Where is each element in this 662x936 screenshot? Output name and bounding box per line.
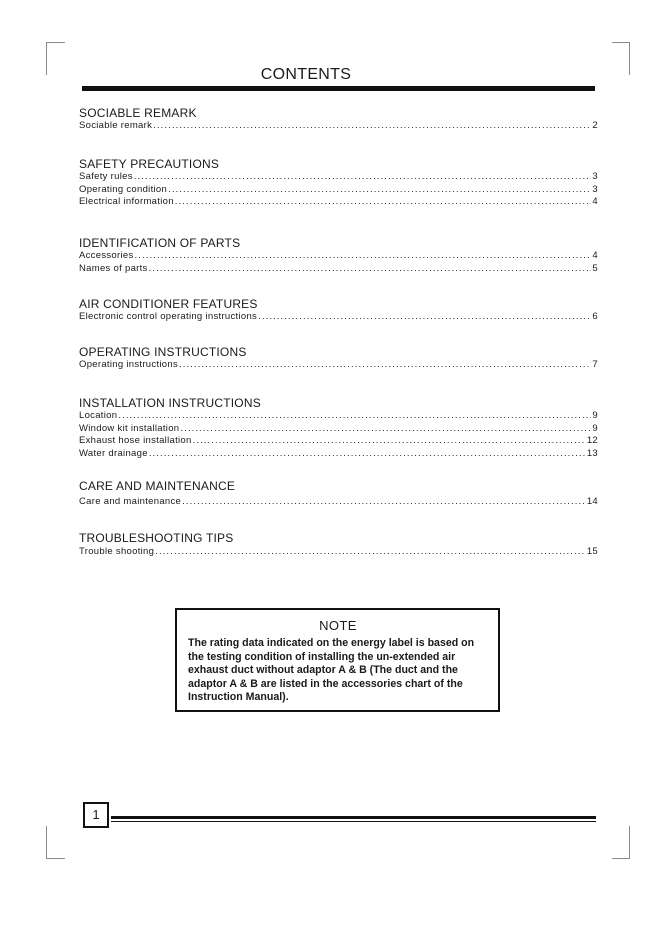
toc-section-safety-precautions (79, 157, 598, 209)
toc-entry[interactable] (79, 496, 598, 509)
entry-page: 15 (586, 546, 598, 557)
entry-label: Operating instructions (79, 359, 179, 370)
toc-entry[interactable] (79, 448, 598, 461)
toc-entry[interactable] (79, 184, 598, 197)
entry-page: 12 (586, 435, 598, 447)
entry-page: 14 (586, 496, 598, 507)
section-title: SOCIABLE REMARK (79, 106, 197, 120)
entry-label: Operating condition (79, 183, 168, 195)
dot-leader (134, 171, 592, 184)
toc-section-operating-instructions (79, 345, 598, 372)
dot-leader (175, 196, 592, 209)
crop-mark-bottom-left (46, 826, 65, 859)
dot-leader (179, 359, 591, 372)
page-number: 1 (83, 802, 109, 828)
entry-label: Window kit installation (79, 422, 180, 434)
section-title: AIR CONDITIONER FEATURES (79, 297, 258, 311)
section-title: OPERATING INSTRUCTIONS (79, 345, 247, 359)
entry-label: Names of parts (79, 262, 148, 274)
title-rule (82, 86, 595, 91)
dot-leader (149, 448, 586, 461)
dot-leader (258, 311, 591, 324)
section-title: INSTALLATION INSTRUCTIONS (79, 396, 261, 410)
toc-entry[interactable] (79, 435, 598, 448)
crop-mark-bottom-right (612, 826, 630, 859)
dot-leader (168, 184, 591, 197)
entry-page: 9 (592, 422, 598, 434)
toc-entry[interactable] (79, 546, 598, 559)
entry-page: 3 (592, 183, 598, 195)
toc-entry[interactable] (79, 171, 598, 184)
entry-page: 2 (592, 120, 598, 131)
toc-entry[interactable] (79, 120, 598, 133)
dot-leader (182, 496, 586, 509)
section-title: SAFETY PRECAUTIONS (79, 157, 220, 171)
dot-leader (193, 435, 586, 448)
toc-entry[interactable] (79, 359, 598, 372)
toc-section-care-and-maintenance (79, 479, 598, 509)
entry-label: Water drainage (79, 447, 148, 459)
entry-label: Sociable remark (79, 120, 153, 131)
toc-entry[interactable] (79, 311, 598, 324)
page-title: CONTENTS (260, 66, 352, 83)
dot-leader (153, 120, 591, 133)
entry-label: Electronic control operating instructions (79, 311, 258, 322)
entry-page: 4 (592, 250, 598, 261)
note-box (175, 608, 500, 712)
toc-entry[interactable] (79, 250, 598, 263)
entry-label: Location (79, 410, 118, 421)
entry-label: Trouble shooting (79, 546, 155, 557)
footer-rule (111, 816, 596, 819)
toc-entry[interactable] (79, 263, 598, 276)
dot-leader (118, 410, 591, 423)
entry-label: Accessories (79, 250, 134, 261)
entry-page: 9 (592, 410, 598, 421)
footer-rule-thin (111, 821, 596, 822)
toc-entry[interactable] (79, 423, 598, 436)
section-title: CARE AND MAINTENANCE (79, 479, 236, 493)
toc-section-air-conditioner-features (79, 297, 598, 324)
toc-section-installation-instructions (79, 396, 598, 460)
section-title: IDENTIFICATION OF PARTS (79, 236, 241, 250)
entry-page: 6 (592, 311, 598, 322)
section-title: TROUBLESHOOTING TIPS (79, 531, 234, 545)
dot-leader (135, 250, 592, 263)
entry-page: 13 (586, 447, 598, 459)
dot-leader (155, 546, 586, 559)
dot-leader (180, 423, 591, 436)
entry-label: Safety rules (79, 171, 133, 182)
dot-leader (149, 263, 592, 276)
entry-page: 7 (592, 359, 598, 370)
entry-label: Care and maintenance (79, 496, 182, 507)
note-title: NOTE (319, 618, 357, 633)
toc-section-troubleshooting-tips (79, 531, 598, 559)
entry-page: 5 (592, 262, 598, 274)
entry-label: Exhaust hose installation (79, 435, 192, 447)
entry-label: Electrical information (79, 196, 174, 208)
toc-entry[interactable] (79, 196, 598, 209)
toc-section-sociable-remark (79, 106, 598, 133)
crop-mark-top-right (612, 42, 630, 75)
entry-page: 4 (592, 196, 598, 208)
toc-section-identification-of-parts (79, 236, 598, 275)
toc-entry[interactable] (79, 410, 598, 423)
note-text: The rating data indicated on the energy label is based on the testing condition of installing the un-extended air exhaust duct without adaptor A & B (The duct and the adaptor A & B are listed in the accessories chart of the Instruction Manual). (188, 637, 475, 704)
entry-page: 3 (592, 171, 598, 182)
